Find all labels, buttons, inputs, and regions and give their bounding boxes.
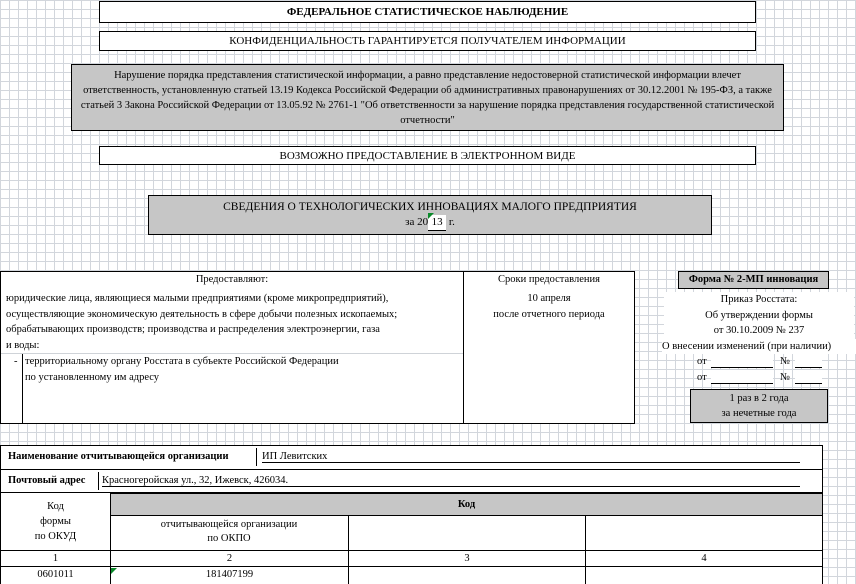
col-number-3	[349, 552, 585, 565]
change-from-label-2	[697, 370, 707, 385]
code-cell-4[interactable]	[586, 568, 822, 582]
periodicity-box	[690, 389, 828, 423]
postal-address-value: Красногеройская ул., 32, Ижевск, 426034.	[102, 475, 289, 486]
organization-name-label	[8, 451, 229, 462]
code-header	[110, 493, 823, 516]
electronic-submission-banner	[99, 146, 756, 165]
recipient-line-1: территориальному органу Росстата в субъекте Российской Федерации	[25, 356, 339, 367]
change-date-input-2[interactable]	[711, 370, 773, 384]
deadline-period: после отчетного периода	[493, 308, 605, 320]
okud-code-cell[interactable]	[1, 568, 110, 582]
report-title-box	[148, 195, 712, 235]
periodicity-line-1: 1 раз в 2 года	[729, 393, 789, 404]
deadline-date: 10 апреля	[527, 293, 571, 304]
okud-header-line-3: по ОКУД	[34, 531, 77, 542]
change-number-label-1	[780, 354, 790, 369]
order-line-2: Об утверждении формы	[705, 309, 813, 321]
deadlines-body	[463, 288, 635, 424]
number-text-2: №	[780, 372, 791, 383]
number-text-1: №	[780, 356, 791, 367]
submitters-line-3: обрабатывающих производств; производства и распределения электроэнергии, газа	[6, 324, 380, 335]
year-prefix: за 20	[405, 216, 429, 228]
postal-address-separator	[98, 472, 99, 490]
periodicity-line-2: за нечетные года	[721, 408, 797, 419]
year-suffix: г.	[448, 216, 455, 228]
deadlines-header-text: Сроки предоставления	[498, 274, 600, 285]
changes-text: О внесении изменений (при наличии)	[662, 341, 832, 352]
recipient-line-2: по установленному им адресу	[25, 371, 160, 383]
submitters-header	[0, 271, 464, 289]
okud-header-line-2: формы	[40, 516, 71, 527]
legal-warning-text: Нарушение порядка представления статистической информации, а равно представление недостоверной статистической информации влечет ответственность, установленную статьей 13.19 Кодекса Российской Федерации об административных правонарушениях от 30.12.2001 № 195-ФЗ, а также статьей 3 Закона Российской Федерации от 13.05.92 № 2761-1 "Об ответственности за нарушение порядка представления государственной статистической отчетности"	[80, 70, 775, 126]
year-input[interactable]	[428, 215, 446, 231]
submitters-divider	[22, 354, 23, 424]
organization-name-label-text: Наименование отчитывающейся организации	[8, 451, 229, 462]
col-number-4-text: 4	[701, 553, 707, 564]
submitters-line-1: юридические лица, являющиеся малыми предприятиями (кроме микропредприятий),	[6, 293, 389, 304]
legal-warning-box	[71, 64, 784, 131]
postal-address-label-text: Почтовый адрес	[8, 475, 86, 486]
bullet-mark: -	[14, 356, 18, 367]
okud-header-line-1: Код	[47, 501, 64, 512]
report-year-line	[149, 215, 711, 231]
postal-address-label	[8, 475, 85, 486]
col-number-2	[111, 552, 348, 565]
order-line-1: Приказ Росстата:	[720, 294, 798, 305]
col-number-1	[1, 552, 110, 565]
from-text-2: от	[697, 372, 707, 383]
okpo-header-line-1: отчитывающейся организации	[160, 519, 298, 530]
form-number-box	[678, 271, 829, 289]
numbers-row-top	[0, 550, 823, 551]
cell-marker-icon	[428, 213, 434, 219]
change-number-input-2[interactable]	[795, 370, 822, 384]
okpo-header-line-2: по ОКПО	[207, 533, 251, 544]
federal-observation-title	[99, 1, 756, 23]
organization-name-value: ИП Левитских	[262, 451, 328, 462]
col-number-1-text: 1	[52, 553, 59, 564]
changes-label	[662, 339, 856, 354]
okud-code-value: 0601011	[37, 569, 74, 580]
postal-address-input[interactable]	[102, 475, 800, 487]
year-value: 13	[431, 216, 443, 228]
order-line-3: от 30.10.2009 № 237	[713, 325, 805, 336]
change-number-input-1[interactable]	[795, 354, 822, 368]
form-number-text: Форма № 2-МП инновация	[688, 274, 819, 285]
federal-observation-text: ФЕДЕРАЛЬНОЕ СТАТИСТИЧЕСКОЕ НАБЛЮДЕНИЕ	[286, 6, 569, 18]
okpo-code-cell[interactable]	[111, 568, 348, 582]
code-header-text: Код	[457, 499, 476, 510]
submitters-header-text: Предоставляют:	[195, 274, 269, 285]
from-text-1: от	[697, 356, 707, 367]
col-number-3-text: 3	[464, 553, 470, 564]
organization-name-input[interactable]	[262, 451, 800, 463]
okud-header	[1, 499, 110, 544]
col-number-4	[586, 552, 822, 565]
report-title: СВЕДЕНИЯ О ТЕХНОЛОГИЧЕСКИХ ИННОВАЦИЯХ МАЛОГО ПРЕДПРИЯТИЯ	[223, 201, 637, 213]
okpo-header	[110, 517, 348, 546]
recipient-text	[25, 354, 339, 385]
okpo-code-value: 181407199	[205, 569, 254, 580]
submitters-line-4: и воды:	[6, 339, 40, 351]
confidentiality-banner	[99, 31, 756, 51]
org-name-separator	[256, 448, 257, 466]
recipient-bullet	[14, 354, 18, 370]
submitters-line-2: осуществляющие экономическую деятельность в сфере добычи полезных ископаемых;	[6, 308, 398, 320]
approval-order	[664, 292, 854, 339]
electronic-submission-text: ВОЗМОЖНО ПРЕДОСТАВЛЕНИЕ В ЭЛЕКТРОННОМ ВИДЕ	[279, 149, 576, 162]
code-cell-3[interactable]	[349, 568, 585, 582]
change-from-label-1	[697, 354, 707, 369]
deadlines-header	[463, 271, 635, 289]
confidentiality-text: КОНФИДЕНЦИАЛЬНОСТЬ ГАРАНТИРУЕТСЯ ПОЛУЧАТЕЛЕМ ИНФОРМАЦИИ	[229, 35, 626, 47]
values-row-top	[0, 566, 823, 567]
col-number-2-text: 2	[226, 553, 233, 564]
cell-marker-icon	[111, 568, 117, 574]
change-date-input-1[interactable]	[711, 354, 773, 368]
change-number-label-2	[780, 370, 790, 385]
